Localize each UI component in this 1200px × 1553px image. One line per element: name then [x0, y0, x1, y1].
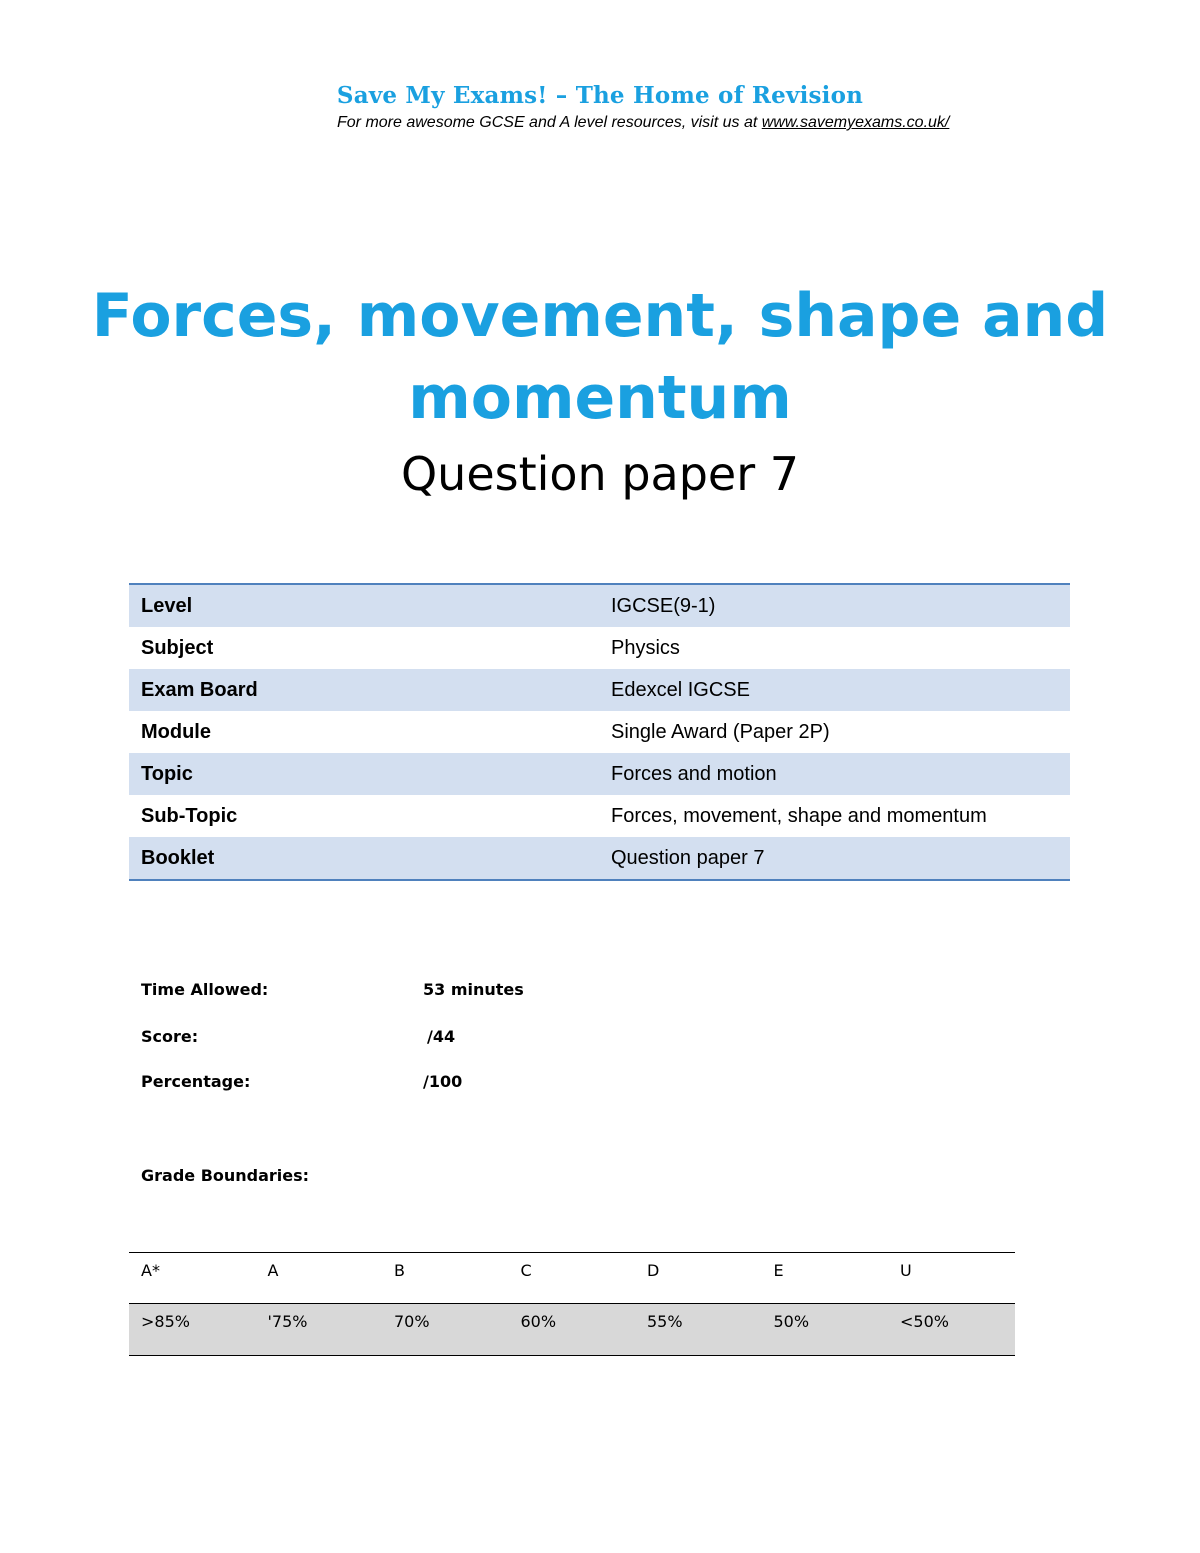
info-row-module	[129, 711, 1070, 753]
info-value: Question paper 7	[611, 846, 765, 869]
info-value: IGCSE(9-1)	[611, 594, 716, 617]
grade-value-cell: 55%	[647, 1312, 683, 1331]
info-value: Forces, movement, shape and momentum	[611, 804, 987, 827]
grade-value-cell: >85%	[141, 1312, 190, 1331]
grade-header-cell: U	[900, 1261, 912, 1280]
grade-header-row	[129, 1252, 1015, 1304]
info-table	[129, 583, 1070, 881]
grade-value-cell: 50%	[773, 1312, 810, 1331]
info-value: Single Award (Paper 2P)	[611, 720, 830, 743]
grade-header-cell: A	[267, 1261, 279, 1280]
header-subtitle-text: For more awesome GCSE and A level resources, visit us at	[337, 114, 762, 131]
grade-value-cell: 60%	[520, 1312, 557, 1331]
score-value: /44	[427, 1027, 456, 1046]
grade-boundaries-label: Grade Boundaries:	[141, 1166, 310, 1185]
document-title	[0, 275, 1200, 439]
info-value: Physics	[611, 636, 680, 659]
header-subtitle	[337, 114, 949, 132]
document-subtitle: Question paper 7	[400, 447, 800, 501]
grade-values-row	[129, 1304, 1015, 1356]
grade-header-cell: E	[773, 1261, 784, 1280]
info-row-exam-board	[129, 669, 1070, 711]
info-key: Topic	[141, 762, 193, 785]
grade-header-cell: A*	[141, 1261, 160, 1280]
grade-value-cell: <50%	[900, 1312, 949, 1331]
info-key: Subject	[141, 636, 214, 659]
info-key: Module	[141, 720, 211, 743]
grade-header-cell: B	[394, 1261, 405, 1280]
percentage-value: /100	[423, 1072, 463, 1091]
header-title: Save My Exams! – The Home of Revision	[336, 82, 864, 109]
grade-value-cell: 70%	[394, 1312, 430, 1331]
info-key: Level	[141, 594, 193, 617]
score-label: Score:	[141, 1027, 199, 1046]
info-key: Booklet	[141, 846, 215, 869]
info-row-sub-topic	[129, 795, 1070, 837]
info-key: Sub-Topic	[141, 804, 238, 827]
info-value: Edexcel IGCSE	[611, 678, 750, 701]
percentage-label: Percentage:	[141, 1072, 251, 1091]
document-title-line2: momentum	[408, 363, 792, 433]
info-row-topic	[129, 753, 1070, 795]
info-row-subject	[129, 627, 1070, 669]
document-title-line1: Forces, movement, shape and	[91, 281, 1109, 351]
info-row-level	[129, 585, 1070, 627]
info-key: Exam Board	[141, 678, 258, 701]
website-link[interactable]: www.savemyexams.co.uk/	[761, 114, 950, 131]
grade-header-cell: D	[647, 1261, 660, 1280]
grade-boundaries-table	[129, 1252, 1015, 1356]
info-value: Forces and motion	[611, 762, 777, 785]
grade-value-cell: '75%	[267, 1312, 308, 1331]
time-allowed-value: 53 minutes	[423, 980, 524, 999]
time-allowed-label: Time Allowed:	[141, 980, 269, 999]
info-row-booklet	[129, 837, 1070, 879]
grade-header-cell: C	[520, 1261, 532, 1280]
